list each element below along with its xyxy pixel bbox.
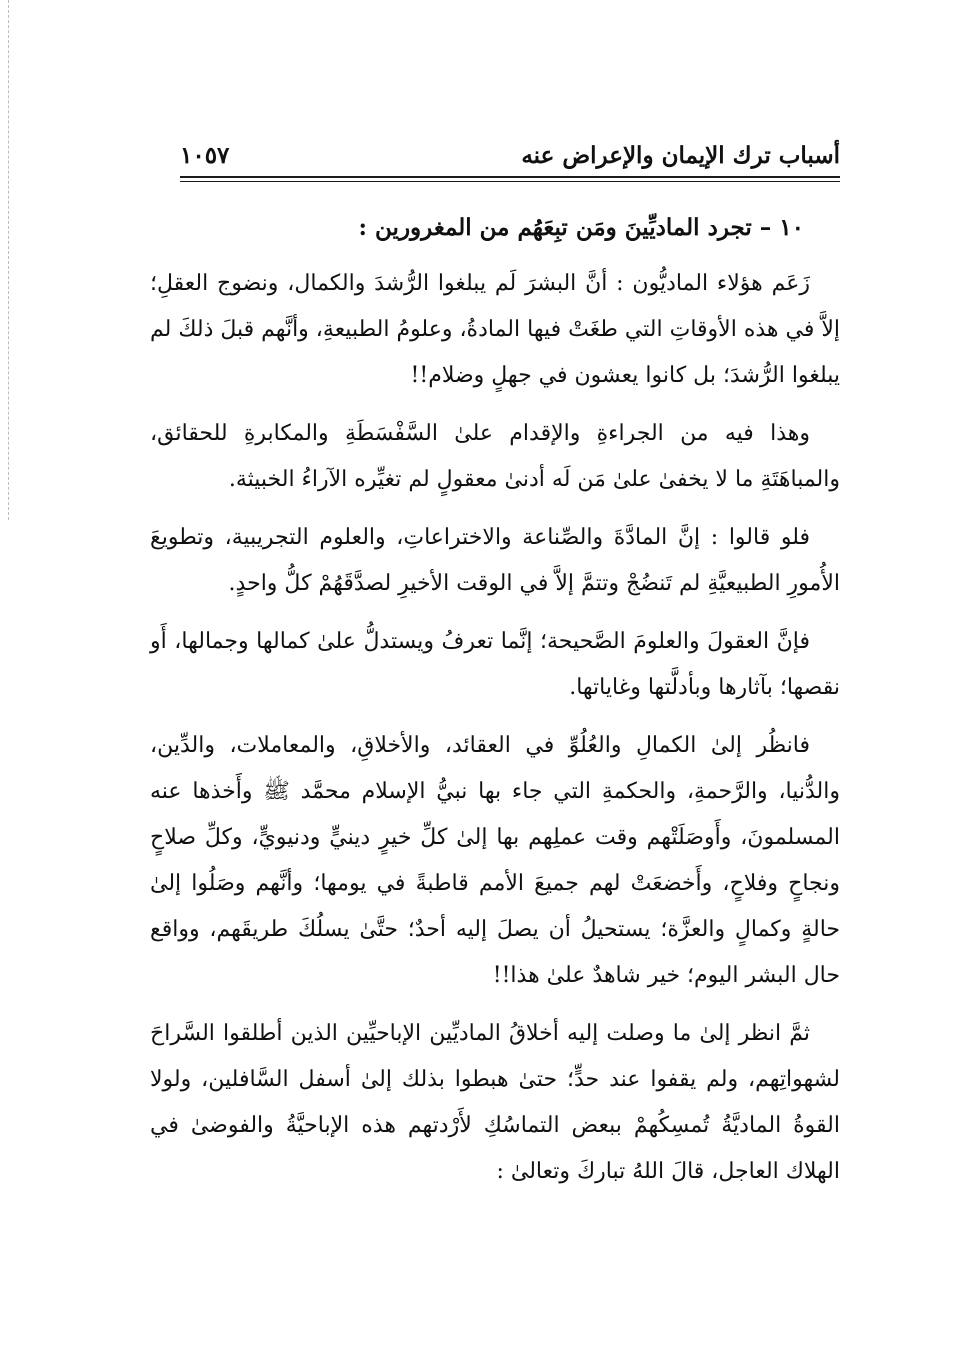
paragraph-3: فلو قالوا : إنَّ المادَّةَ والصِّناعة والاختراعاتِ، والعلوم التجريبية، وتطويعَ الأُمورِ الطبيعيَّةِ لم تَنضُجْ وتتمَّ إلاَّ في الوقت الأخيرِ لصدَّقَهُمْ كلُّ واحدٍ. [150,525,840,596]
section-heading: ١٠ – تجرد الماديِّينَ ومَن تبِعَهُم من المغرورين : [358,214,804,241]
running-header [180,140,840,176]
scan-margin-line [8,0,10,520]
header-rule-thin [180,181,840,182]
paragraph-6: ثمَّ انظر إلىٰ ما وصلت إليه أخلاقُ الماديِّين الإباحيِّين الذين أطلقوا السَّراحَ لشهواتِهم، ولم يقفوا عند حدٍّ؛ حتىٰ هبطوا بذلك إلىٰ أسفل السَّافلين، ولولا القوةُ الماديَّةُ تُمسِكُهمْ ببعض التماسُكِ لأَرْدتهم هذه الإباحيَّةُ والفوضىٰ في الهلاك العاجل، قالَ اللهُ تباركَ وتعالىٰ : [150,1021,840,1184]
paragraph-2: وهذا فيه من الجراءةِ والإقدام علىٰ السَّفْسَطَةِ والمكابرةِ للحقائق، والمباهَتَةِ ما لا يخفىٰ علىٰ مَن لَه أدنىٰ معقولٍ لم تغيِّره الآراءُ الخبيثة. [150,421,840,492]
page-body [150,205,840,1207]
paragraph-1: زَعَم هؤلاء الماديُّون : أنَّ البشرَ لَم يبلغوا الرُّشدَ والكمال، ونضوج العقلِ؛ إلاَّ في هذه الأوقاتِ التي طغَتْ فيها المادةُ، وعلومُ الطبيعةِ، وأنَّهم قبلَ ذلكَ لم يبلغوا الرُّشدَ؛ بل كانوا يعشون في جهلٍ وضلام!! [149,271,840,388]
paragraph-5: فانظُر إلىٰ الكمالِ والعُلُوِّ في العقائد، والأخلاقِ، والمعاملات، والدِّين، والدُّنيا، والرَّحمةِ، والحكمةِ التي جاء بها نبيُّ الإسلام محمَّد ﷺ وأَخذها عنه المسلمونَ، وأَوصَلَتْهم وقت عملِهم بها إلىٰ كلِّ خيرٍ دينيٍّ ودنيويٍّ، وكلِّ صلاحٍ ونجاحٍ وفلاحٍ، وأَخضعَتْ لهم جميعَ الأمم قاطبةً في يومها؛ وأنَّهم وصَلُوا إلىٰ حالةٍ وكمالٍ والعزَّة؛ يستحيلُ أن يصلَ إليه أحدٌ؛ حتَّىٰ يسلُكَ طريقَهم، وواقع حال البشر اليوم؛ خير شاهدٌ علىٰ هذا!! [150,733,840,988]
header-title: أسباب ترك الإيمان والإعراض عنه [521,142,840,169]
page-number: ١٠٥٧ [180,142,230,169]
paragraph-4: فإنَّ العقولَ والعلومَ الصَّحيحة؛ إنَّما تعرفُ ويستدلُّ علىٰ كمالها وجمالها، أَو نقصها؛ بآثارها وبأدلَّتها وغاياتها. [150,629,840,700]
header-rule [180,176,840,178]
